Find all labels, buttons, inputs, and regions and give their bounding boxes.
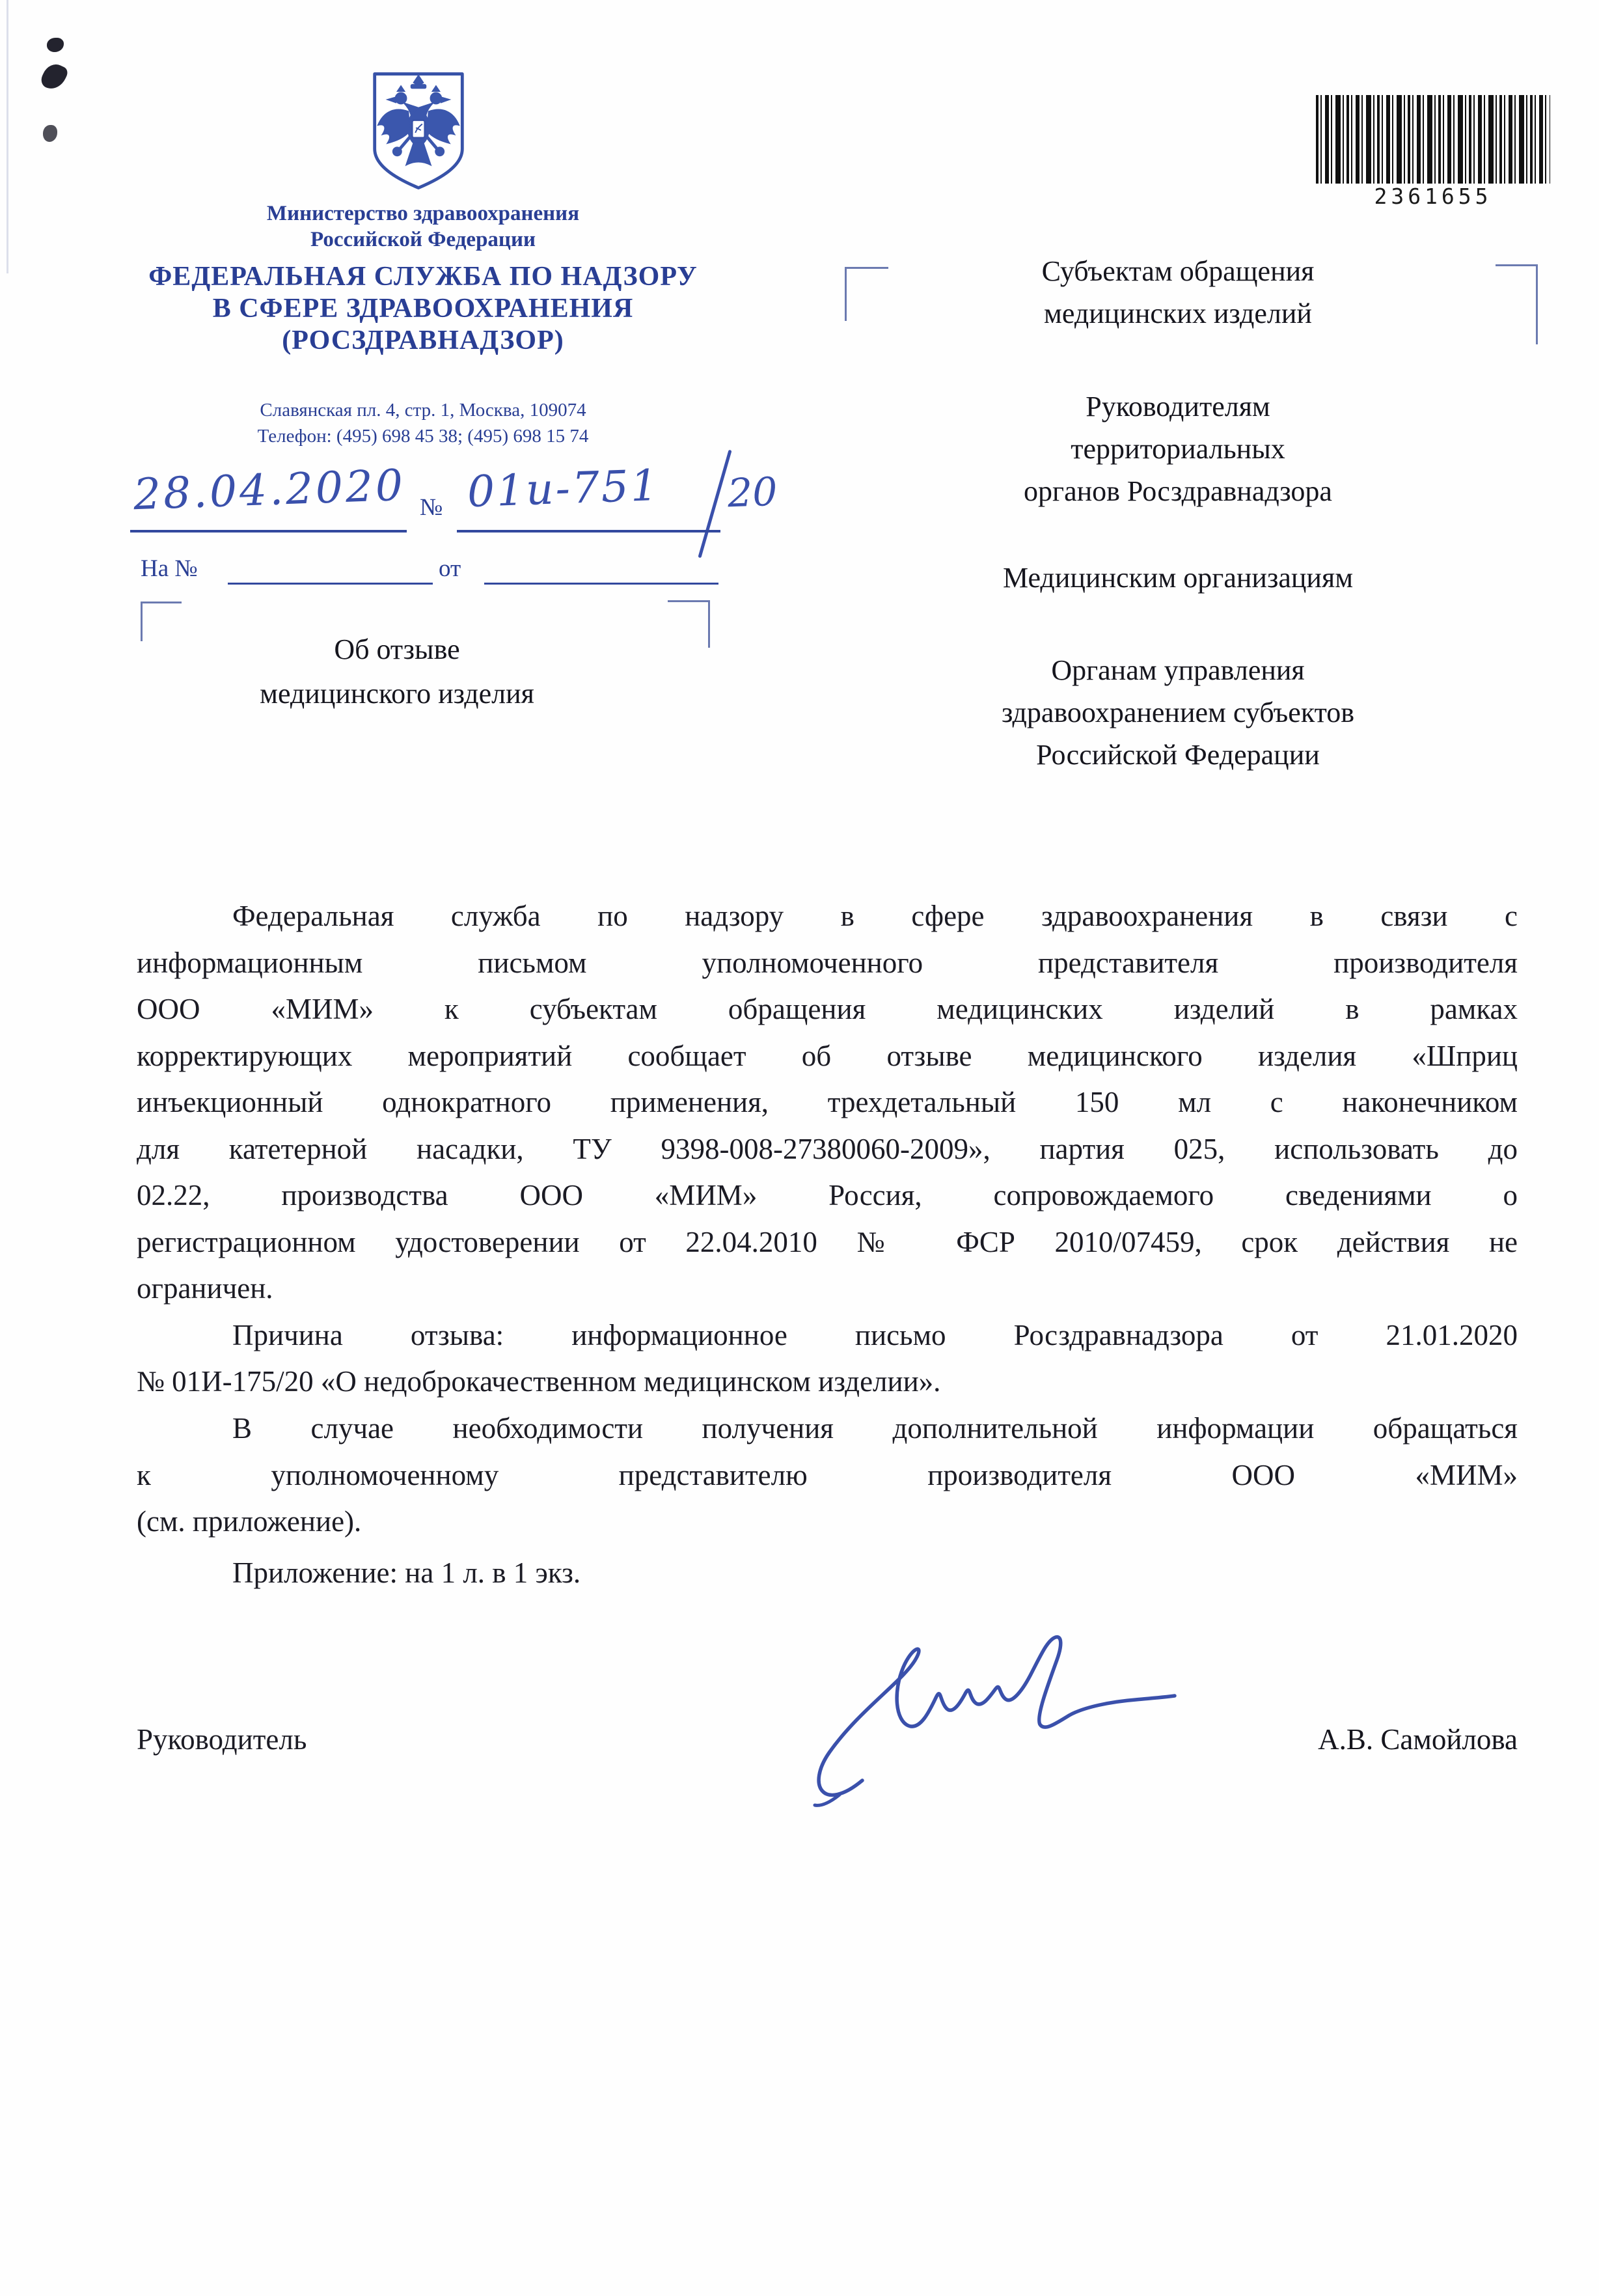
body-line: ООО «МИМ» к субъектам обращения медицинских изделий в рамках <box>137 993 1518 1026</box>
addressee-block <box>846 250 1510 335</box>
barcode-number: 2361655 <box>1374 184 1492 209</box>
addressee-block <box>846 649 1510 776</box>
handwritten-date: 28.04.2020 <box>132 460 407 520</box>
body-line: корректирующих мероприятий сообщает об отзыве медицинского изделия «Шприц <box>137 1039 1518 1072</box>
body-line: информационным письмом уполномоченного представителя производителя <box>137 946 1518 979</box>
reply-number-label: На № <box>141 555 198 582</box>
body-line: 02.22, производства ООО «МИМ» Россия, сопровождаемого сведениями о <box>137 1179 1518 1212</box>
subject-line2: медицинского изделия <box>260 678 534 710</box>
letterhead-phone: Телефон: (495) 698 45 38; (495) 698 15 74 <box>257 426 589 447</box>
letter-body <box>137 893 1518 1545</box>
addressee-line: Российской Федерации <box>1036 739 1320 771</box>
russia-coat-of-arms-icon <box>370 69 467 194</box>
addressee-line: органов Росздравнадзора <box>1024 475 1332 507</box>
number-sign: № <box>420 494 443 521</box>
barcode <box>1316 95 1550 184</box>
number-underline <box>457 530 720 533</box>
ink-speck <box>47 38 64 52</box>
addressee-line: территориальных <box>1071 433 1285 465</box>
body-line: В случае необходимости получения дополнительной информации обращаться <box>232 1412 1518 1445</box>
letterhead-address: Славянская пл. 4, стр. 1, Москва, 109074 <box>260 400 586 421</box>
scan-edge-line <box>7 0 8 273</box>
body-line: Федеральная служба по надзору в сфере здравоохранения в связи с <box>232 900 1518 932</box>
service-name-line2: В СФЕРЕ ЗДРАВООХРАНЕНИЯ <box>212 294 634 324</box>
addressee-block <box>846 385 1510 512</box>
attachment-line: Приложение: на 1 л. в 1 экз. <box>232 1556 581 1589</box>
addressee-list <box>846 250 1510 776</box>
service-name-line3: (РОСЗДРАВНАДЗОР) <box>282 325 564 355</box>
addressee-line: Органам управления <box>1051 654 1305 686</box>
handwritten-slash <box>698 450 731 559</box>
signer-title: Руководитель <box>137 1723 307 1756</box>
body-line: (см. приложение). <box>137 1505 362 1538</box>
handwritten-signature <box>800 1624 1230 1813</box>
body-line: инъекционный однократного применения, трехдетальный 150 мл с наконечником <box>137 1086 1518 1119</box>
subject-line1: Об отзыве <box>334 633 460 665</box>
ministry-name-line2: Российской Федерации <box>310 228 536 251</box>
service-name-line1: ФЕДЕРАЛЬНАЯ СЛУЖБА ПО НАДЗОРУ <box>148 262 698 292</box>
signer-name: А.В. Самойлова <box>1318 1723 1518 1756</box>
body-line: Причина отзыва: информационное письмо Росздравнадзора от 21.01.2020 <box>232 1318 1518 1351</box>
body-line: регистрационном удостоверении от 22.04.2010 № ФСР 2010/07459, срок действия не <box>137 1225 1518 1258</box>
reply-from-label: от <box>439 555 461 582</box>
reply-date-underline <box>484 583 718 585</box>
addressee-line: Субъектам обращения <box>1041 255 1315 287</box>
ink-speck <box>43 125 57 142</box>
addressee-block <box>846 557 1510 599</box>
body-line: к уполномоченному представителю производителя ООО «МИМ» <box>137 1458 1518 1491</box>
addressee-line: здравоохранением субъектов <box>1001 697 1355 728</box>
ministry-name-line1: Министерство здравоохранения <box>266 202 580 225</box>
body-line: № 01И-175/20 «О недоброкачественном медицинском изделии». <box>137 1365 941 1398</box>
addressee-line: медицинских изделий <box>1044 297 1312 329</box>
reply-number-underline <box>228 583 433 585</box>
handwritten-number-year: 20 <box>726 469 778 517</box>
date-underline <box>130 530 407 533</box>
addressee-line: Медицинским организациям <box>1002 562 1354 594</box>
body-line: ограничен. <box>137 1272 273 1305</box>
addressee-line: Руководителям <box>1086 391 1270 422</box>
handwritten-number: 01и-751 <box>466 460 661 518</box>
body-line: для катетерной насадки, ТУ 9398-008-27380060-2009», партия 025, использовать до <box>137 1132 1518 1165</box>
ink-speck <box>38 61 70 94</box>
